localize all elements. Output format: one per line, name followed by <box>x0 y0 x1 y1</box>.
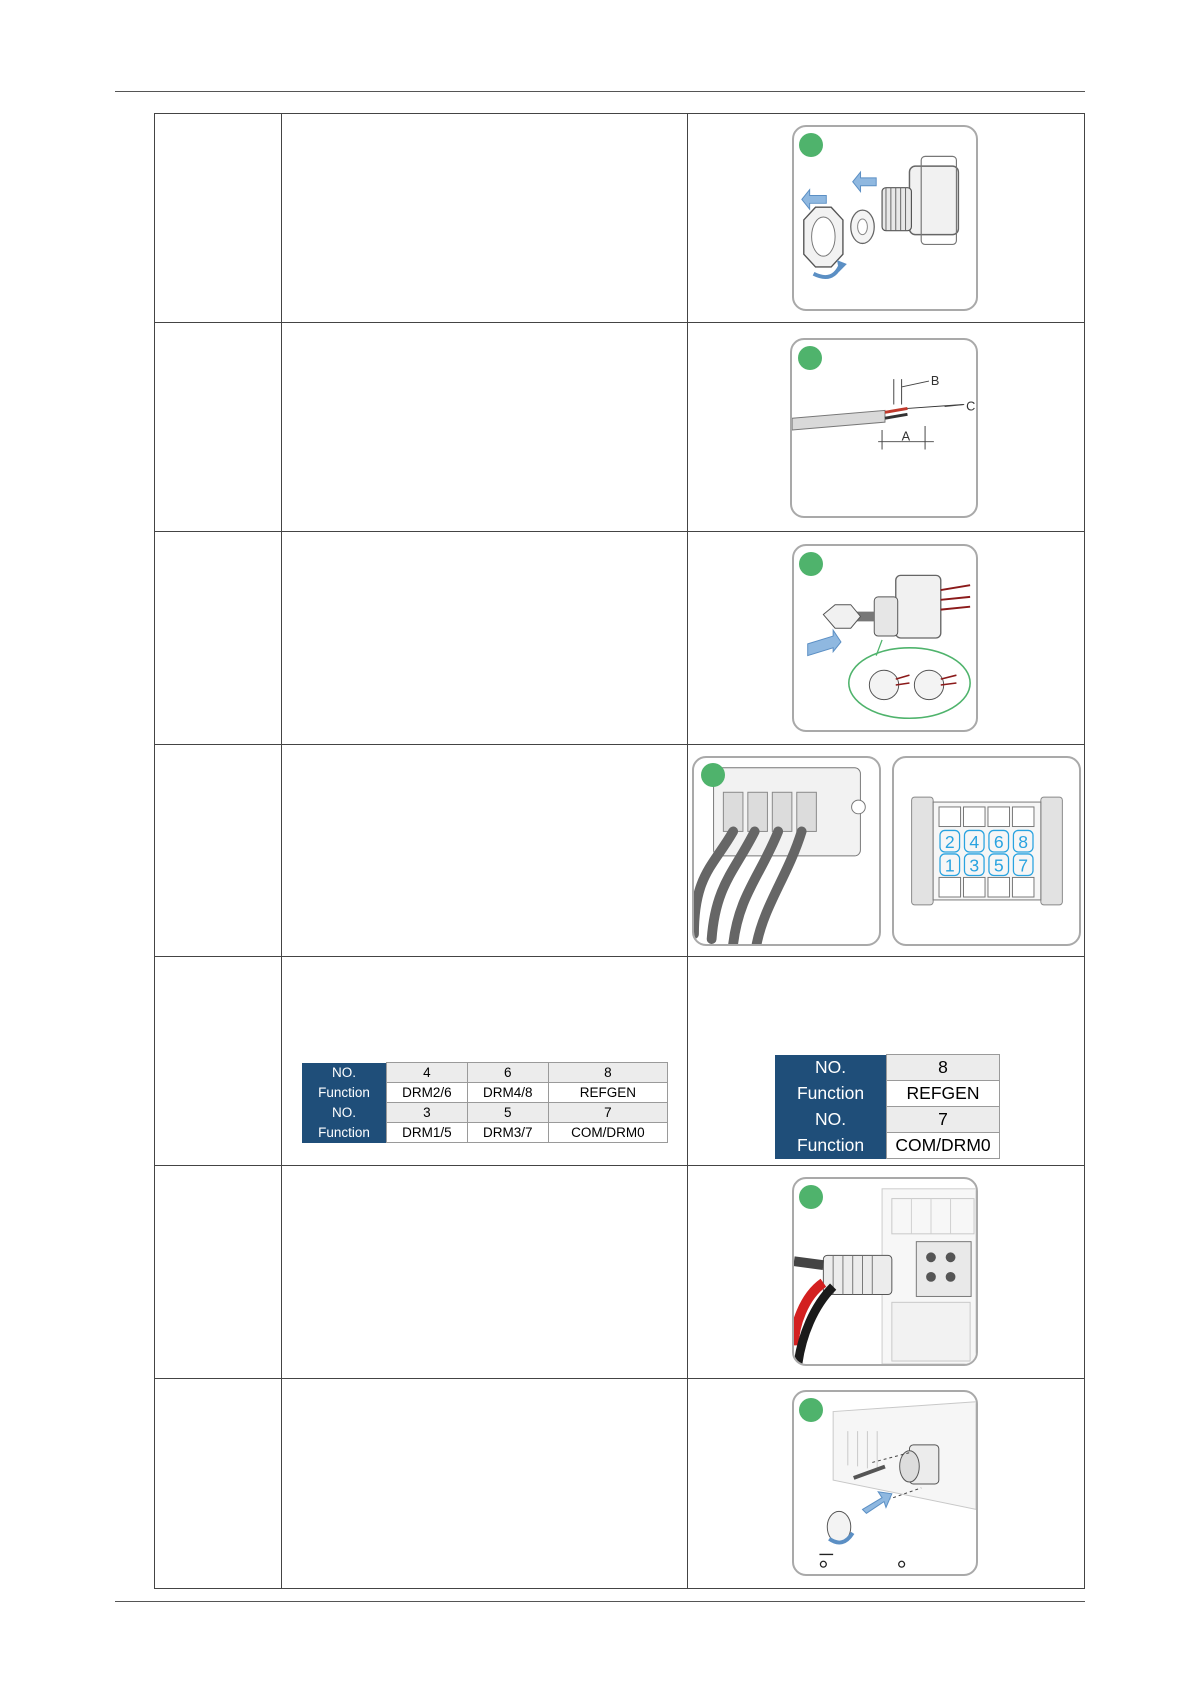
pin-function-table <box>302 1062 668 1143</box>
terminal-number: 4 <box>969 832 980 853</box>
step-image-cell <box>688 1166 1085 1379</box>
terminal-number: 6 <box>993 832 1004 853</box>
step-description-cell <box>282 114 688 323</box>
terminal-number: 8 <box>1018 832 1029 853</box>
strip-cable-illustration <box>790 338 978 518</box>
step-number-cell <box>155 114 282 323</box>
disassemble-connector-illustration <box>792 125 978 311</box>
no-header: NO. <box>302 1063 387 1083</box>
step-image-cell <box>688 114 1085 323</box>
pin-number: 7 <box>887 1107 1000 1133</box>
disassemble-connector-drawing <box>794 127 976 309</box>
dimension-label-c: C <box>966 398 976 414</box>
step-description-cell <box>282 745 688 957</box>
pin-number: 3 <box>387 1103 468 1123</box>
function-header: Function <box>302 1083 387 1103</box>
step-row <box>155 745 1085 957</box>
terminal-number: 1 <box>944 855 955 876</box>
step-marker-dot <box>799 1398 823 1422</box>
function-header: Function <box>775 1133 887 1159</box>
step-description-cell <box>282 1379 688 1589</box>
no-header: NO. <box>775 1107 887 1133</box>
step-image-cell <box>688 323 1085 532</box>
terminal-number: 7 <box>1018 855 1029 876</box>
step-row <box>155 323 1085 532</box>
tighten-connector-drawing <box>794 1392 976 1574</box>
terminal-number: 3 <box>969 855 980 876</box>
pin-number: 8 <box>548 1063 667 1083</box>
steps-table <box>154 113 1085 1589</box>
step-number-cell <box>155 745 282 957</box>
terminal-numbering-drawing <box>894 758 1079 944</box>
bottom-rule <box>115 1601 1085 1602</box>
pin-function: DRM1/5 <box>387 1123 468 1143</box>
pin-number: 8 <box>887 1055 1000 1081</box>
pin-function: DRM3/7 <box>467 1123 548 1143</box>
pin-function: DRM4/8 <box>467 1083 548 1103</box>
terminal-number: 5 <box>993 855 1004 876</box>
step-number-cell <box>155 1379 282 1589</box>
no-header: NO. <box>775 1055 887 1081</box>
insert-wires-drawing <box>694 758 879 944</box>
step-number-cell <box>155 323 282 532</box>
step-row <box>155 532 1085 745</box>
step-description-cell <box>282 532 688 745</box>
step-row <box>155 1379 1085 1589</box>
step-number-cell <box>155 532 282 745</box>
function-header: Function <box>302 1123 387 1143</box>
no-header: NO. <box>302 1103 387 1123</box>
plug-connector-illustration <box>792 1177 978 1366</box>
step-row <box>155 114 1085 323</box>
step-image-cell <box>688 532 1085 745</box>
dimension-label-a: A <box>901 428 911 444</box>
step-marker-dot <box>799 1185 823 1209</box>
step-description-cell <box>282 1166 688 1379</box>
pin-function: COM/DRM0 <box>887 1133 1000 1159</box>
step-image-cell <box>688 745 1085 957</box>
pin-number: 4 <box>387 1063 468 1083</box>
pin-function: REFGEN <box>887 1081 1000 1107</box>
terminal-number: 2 <box>944 832 955 853</box>
pin-function: REFGEN <box>548 1083 667 1103</box>
step-number-cell <box>155 1166 282 1379</box>
plug-connector-drawing <box>794 1179 976 1364</box>
step-marker-dot <box>799 133 823 157</box>
step-marker-dot <box>701 763 725 787</box>
step-row <box>155 1166 1085 1379</box>
terminal-numbering-illustration <box>892 756 1081 946</box>
function-header: Function <box>775 1081 887 1107</box>
step-marker-dot <box>798 346 822 370</box>
pin-number: 5 <box>467 1103 548 1123</box>
pin-number: 6 <box>467 1063 548 1083</box>
top-rule <box>115 91 1085 92</box>
pin-function-table-refgen <box>775 1054 1000 1159</box>
step-description-cell <box>282 323 688 532</box>
dimension-label-b: B <box>930 372 940 388</box>
step-number-cell <box>155 957 282 1166</box>
strip-cable-drawing <box>792 340 976 516</box>
step-image-cell <box>688 1379 1085 1589</box>
pin-function: DRM2/6 <box>387 1083 468 1103</box>
thread-cable-illustration <box>792 544 978 732</box>
pin-function: COM/DRM0 <box>548 1123 667 1143</box>
insert-wires-illustration <box>692 756 881 946</box>
pin-number: 7 <box>548 1103 667 1123</box>
tighten-connector-illustration <box>792 1390 978 1576</box>
thread-cable-drawing <box>794 546 976 730</box>
step-marker-dot <box>799 552 823 576</box>
